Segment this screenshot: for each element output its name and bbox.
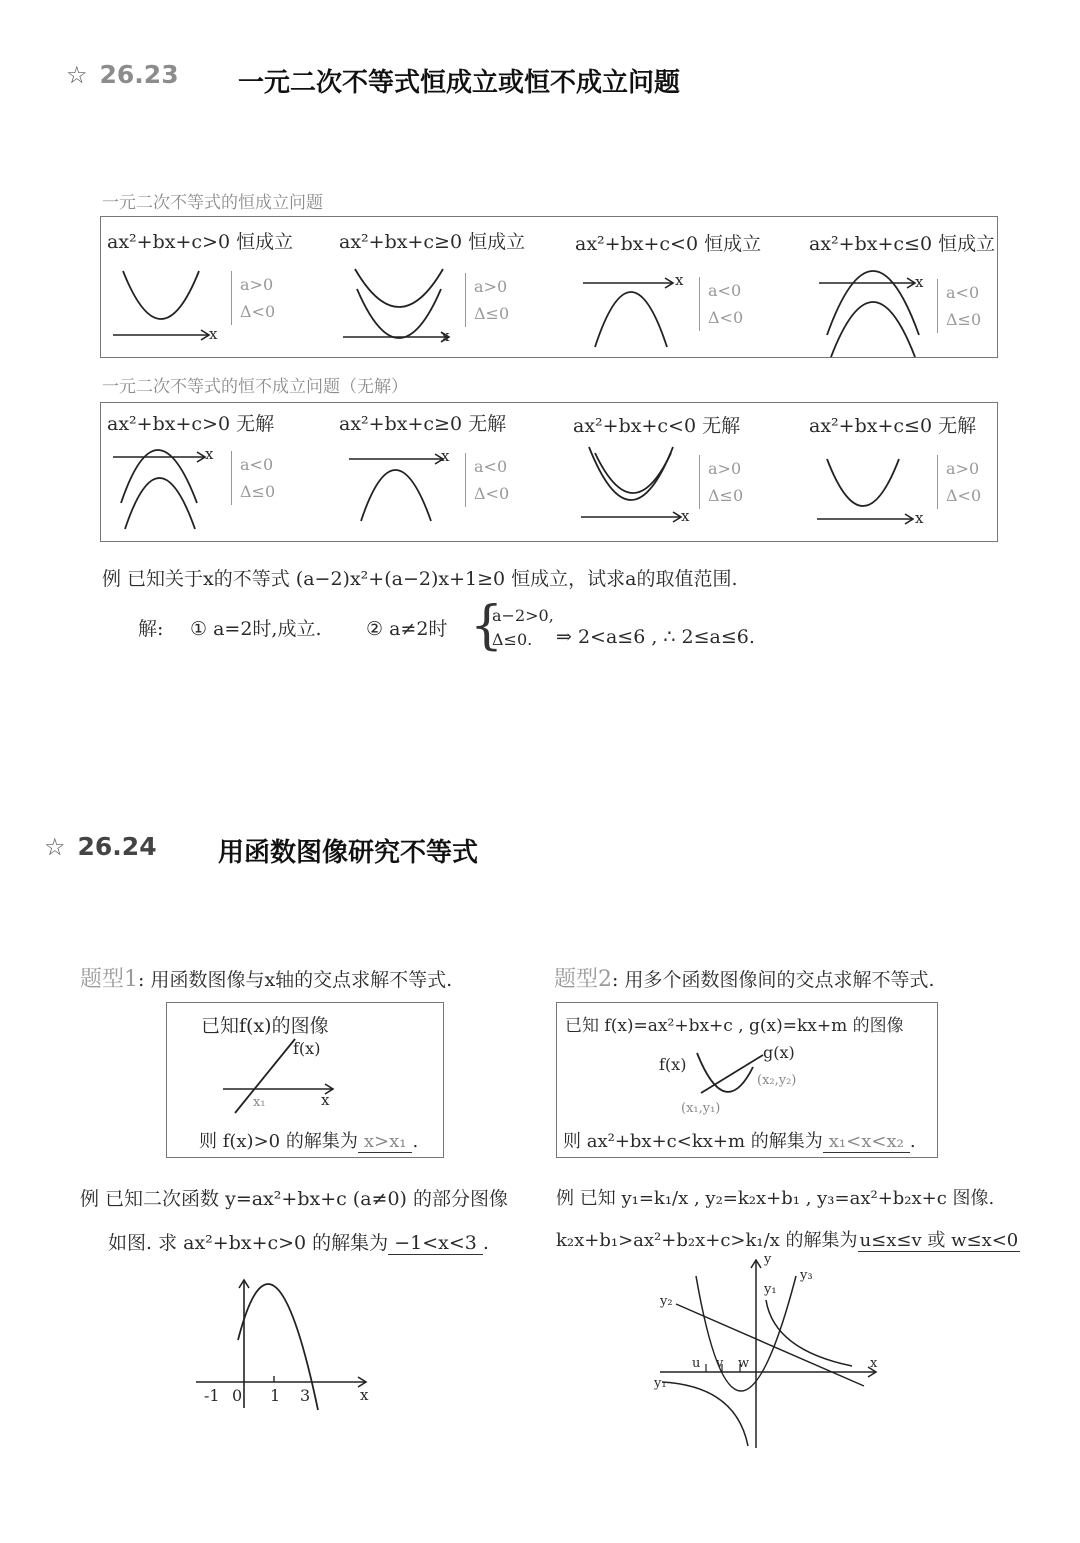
type2-box	[556, 1002, 938, 1158]
example1-question: 例 已知关于x的不等式 (a−2)x²+(a−2)x+1≥0 恒成立，试求a的取值范围.	[102, 568, 738, 590]
g2-formula-2: ax²+bx+c≥0 无解	[339, 413, 507, 435]
section-header-26-23	[66, 60, 179, 89]
star-icon: ☆	[44, 833, 66, 861]
brace-icon: {	[470, 596, 504, 656]
example3-label-y1: y₁	[764, 1282, 777, 1297]
g2-formula-1: ax²+bx+c>0 无解	[107, 413, 275, 435]
cond-a: a<0	[240, 455, 274, 474]
type1-tag: 题型1	[80, 967, 138, 992]
example3-label-y2: y₂	[660, 1294, 673, 1309]
example3-line1: 例 已知 y₁=k₁/x , y₂=k₂x+b₁ , y₃=ax²+b₂x+c 图像.	[556, 1188, 995, 1209]
g1-graph-4	[791, 217, 1021, 357]
example3-label-u: u	[692, 1356, 701, 1371]
example2-tick-1: 1	[270, 1386, 281, 1405]
section-number: 26.24	[77, 832, 157, 861]
type2-g-label: g(x)	[763, 1043, 795, 1062]
g1-cond-4	[937, 279, 981, 333]
type2-heading	[554, 962, 934, 993]
cond-a: a<0	[708, 281, 742, 300]
group2-label: 一元二次不等式的恒不成立问题（无解）	[102, 377, 408, 397]
example1-case1: ① a=2时,成立.	[190, 618, 322, 640]
g1-cond-3	[699, 277, 743, 331]
section-number: 26.23	[99, 60, 179, 89]
type1-answer: x>x₁	[358, 1131, 413, 1153]
section-header-26-24	[44, 832, 157, 861]
section-title: 用函数图像研究不等式	[218, 838, 479, 868]
type2-answer-prefix: 则 ax²+bx+c<kx+m 的解集为	[563, 1131, 823, 1152]
example2-end: .	[482, 1232, 489, 1254]
g2-axis-1: x	[205, 445, 214, 463]
cond-delta: Δ≤0	[946, 310, 982, 329]
g2-formula-3: ax²+bx+c<0 无解	[573, 415, 741, 437]
section-title: 一元二次不等式恒成立或恒不成立问题	[238, 68, 681, 98]
example3-line2	[556, 1226, 1020, 1252]
type1-answer-line	[199, 1127, 418, 1153]
example3-answer: u≤x≤v 或 w≤x<0	[859, 1230, 1019, 1251]
type2-end: .	[909, 1131, 916, 1152]
type1-box-title: 已知f(x)的图像	[201, 1015, 329, 1037]
cond-delta: Δ<0	[474, 484, 510, 503]
example3-label-x: x	[870, 1356, 878, 1371]
example2-tick-0: 0	[232, 1386, 243, 1405]
type2-f-label: f(x)	[659, 1055, 687, 1074]
example3-label-w: w	[738, 1356, 750, 1371]
g2-cond-1	[231, 451, 275, 505]
group1-box	[100, 216, 998, 358]
type2-point-2: (x₂,y₂)	[757, 1073, 797, 1088]
star-icon: ☆	[66, 61, 88, 89]
cond-a: a>0	[474, 277, 508, 296]
g1-formula-4: ax²+bx+c≤0 恒成立	[809, 233, 996, 255]
g1-cond-2	[465, 273, 509, 327]
example2-line1: 例 已知二次函数 y=ax²+bx+c (a≠0) 的部分图像	[80, 1188, 508, 1210]
type1-f-label: f(x)	[293, 1039, 321, 1058]
g2-axis-2: x	[441, 447, 450, 465]
type2-answer-line	[563, 1127, 916, 1153]
g2-graph-3	[561, 403, 791, 541]
type2-tag: 题型2	[554, 967, 612, 992]
g1-formula-2: ax²+bx+c≥0 恒成立	[339, 231, 526, 253]
cond-a: a>0	[946, 459, 980, 478]
example2-prefix: 如图. 求 ax²+bx+c>0 的解集为	[108, 1232, 389, 1254]
example1-solution-label: 解:	[138, 618, 164, 640]
g1-cond-1	[231, 271, 275, 325]
example1-result: ⇒ 2<a≤6 , ∴ 2≤a≤6.	[556, 626, 755, 648]
g2-graph-4	[791, 403, 1021, 541]
g2-axis-3: x	[681, 507, 690, 525]
group1-label: 一元二次不等式的恒成立问题	[102, 193, 323, 213]
type1-box	[166, 1002, 444, 1158]
example1-case2: ② a≠2时	[366, 618, 448, 640]
g1-axis-3: x	[675, 271, 684, 289]
g1-axis-2: x	[441, 327, 450, 345]
type2-answer: x₁<x<x₂	[823, 1131, 910, 1153]
example3-prefix: k₂x+b₁>ax²+b₂x+c>k₁/x 的解集为	[556, 1230, 858, 1251]
type2-box-title: 已知 f(x)=ax²+bx+c , g(x)=kx+m 的图像	[565, 1016, 904, 1036]
type2-point-1: (x₁,y₁)	[681, 1101, 721, 1116]
example2-axis: x	[360, 1386, 369, 1404]
type1-heading	[80, 962, 452, 993]
g2-cond-2	[465, 453, 509, 507]
example3-label-v: v	[716, 1356, 724, 1371]
example2-line2	[108, 1228, 489, 1255]
group2-box	[100, 402, 998, 542]
cond-delta: Δ≤0	[708, 486, 744, 505]
cond-delta: Δ<0	[240, 302, 276, 321]
g2-cond-4	[937, 455, 981, 509]
cond-a: a>0	[708, 459, 742, 478]
type2-desc: : 用多个函数图像间的交点求解不等式.	[612, 969, 935, 991]
example3-label-y1-lower: y₁	[654, 1376, 667, 1391]
example2-answer: −1<x<3	[388, 1232, 483, 1255]
cond-a: a<0	[946, 283, 980, 302]
g2-graph-2	[331, 403, 561, 541]
cond-delta: Δ<0	[708, 308, 744, 327]
g1-axis-1: x	[209, 325, 218, 343]
g1-axis-4: x	[915, 273, 924, 291]
type1-x1: x₁	[253, 1095, 266, 1110]
cond-delta: Δ≤0	[240, 482, 276, 501]
example3-label-y3: y₃	[800, 1268, 813, 1283]
example2-tick-neg1: -1	[204, 1386, 220, 1405]
cond-delta: Δ<0	[946, 486, 982, 505]
cond-delta: Δ≤0	[474, 304, 510, 323]
system-line-2: Δ≤0.	[492, 630, 533, 649]
g1-formula-1: ax²+bx+c>0 恒成立	[107, 231, 294, 253]
g2-axis-4: x	[915, 509, 924, 527]
g2-cond-3	[699, 455, 743, 509]
type1-desc: : 用函数图像与x轴的交点求解不等式.	[138, 969, 453, 991]
cond-a: a>0	[240, 275, 274, 294]
example2-tick-3: 3	[300, 1386, 311, 1405]
type1-end: .	[412, 1131, 419, 1152]
example3-label-y: y	[764, 1252, 772, 1267]
g2-formula-4: ax²+bx+c≤0 无解	[809, 415, 977, 437]
g1-formula-3: ax²+bx+c<0 恒成立	[575, 233, 762, 255]
type1-answer-prefix: 则 f(x)>0 的解集为	[199, 1131, 358, 1152]
g2-graph-1	[101, 403, 331, 541]
example1-system	[492, 604, 554, 652]
type1-axis: x	[321, 1091, 330, 1109]
system-line-1: a−2>0,	[492, 606, 554, 625]
cond-a: a<0	[474, 457, 508, 476]
